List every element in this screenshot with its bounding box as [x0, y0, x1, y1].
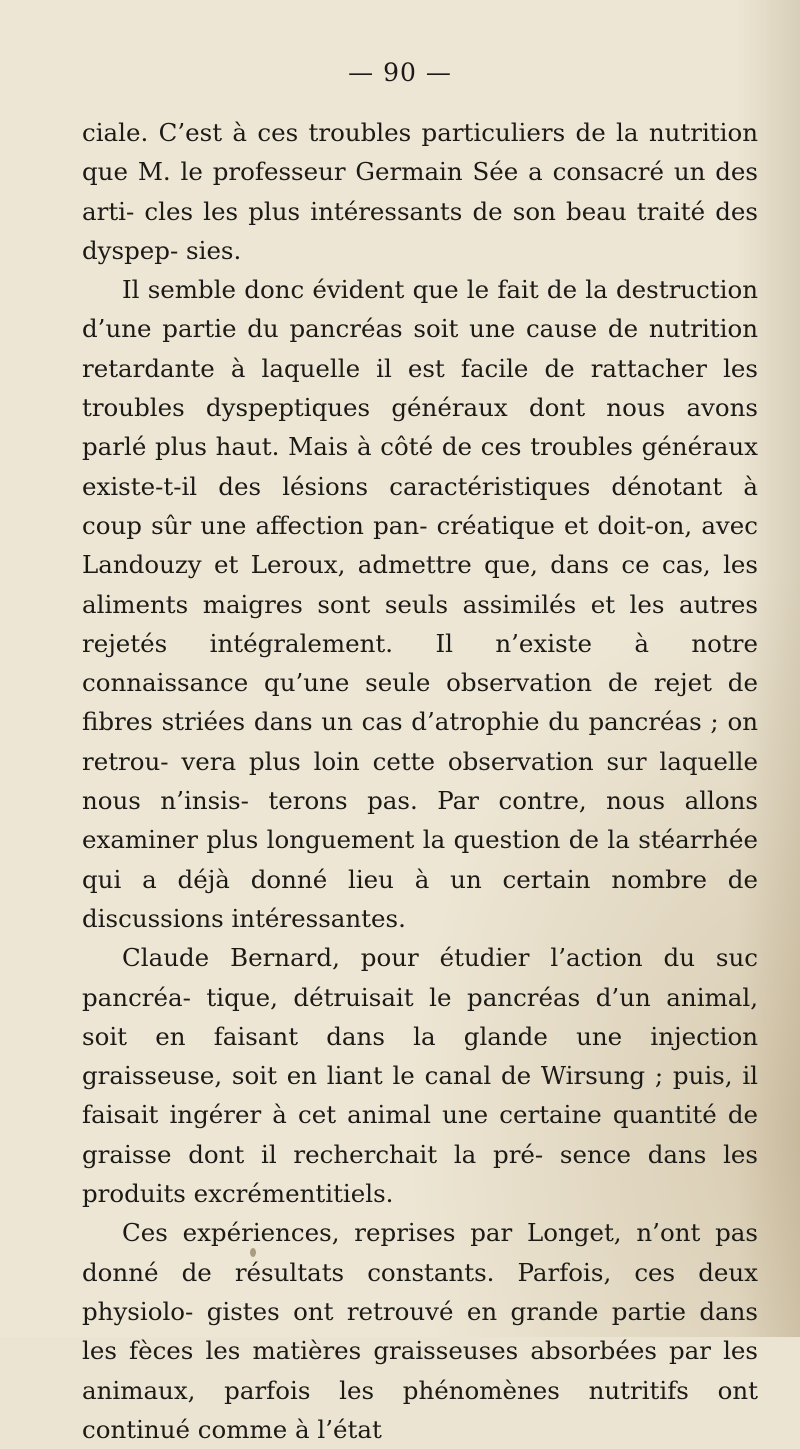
page-number: — 90 — — [348, 58, 452, 87]
body-text — [82, 113, 758, 1449]
paragraph-1: ciale. C’est à ces troubles particuliers de la nutrition que M. le professeur Germain Sée a consacré un des arti- cles les plus intéressants de son beau traité des dyspep- sies. — [82, 118, 758, 265]
paragraph-3: Claude Bernard, pour étudier l’action du suc pancréa- tique, détruisait le pancréas d’un animal, soit en faisant dans la glande une injection graisseuse, soit en liant le canal de Wirsung ; puis, il faisait ingérer à cet animal une certaine quantité de graisse dont il recherchait la pré- sence dans les produits excrémentitiels. — [82, 943, 758, 1209]
ink-blot — [250, 1248, 256, 1257]
paragraph-2: Il semble donc évident que le fait de la destruction d’une partie du pancréas soit une cause de nutrition retardante à laquelle il est facile de rattacher les troubles dyspeptiques généraux dont nous avons parlé plus haut. Mais à côté de ces troubles généraux existe-t-il des lésions caractéristiques dénotant à coup sûr une affection pan- créatique et doit-on, avec Landouzy et Leroux, admettre que, dans ce cas, les aliments maigres sont seuls assimilés et les autres rejetés intégralement. Il n’existe à notre connaissance qu’une seule observation de rejet de fibres striées dans un cas d’atrophie du pancréas ; on retrou- vera plus loin cette observation sur laquelle nous n’insis- terons pas. Par contre, nous allons examiner plus longuement la question de la stéarrhée qui a déjà donné lieu à un certain nombre de discussions intéressantes. — [82, 275, 758, 933]
paragraph-4: Ces expériences, reprises par Longet, n’ont pas donné de résultats constants. Parfois, ces deux physiolo- gistes ont retrouvé en grande partie dans les fèces les matières graisseuses absorbées par les animaux, parfois les phénomènes nutritifs ont continué comme à l’état — [82, 1218, 758, 1444]
